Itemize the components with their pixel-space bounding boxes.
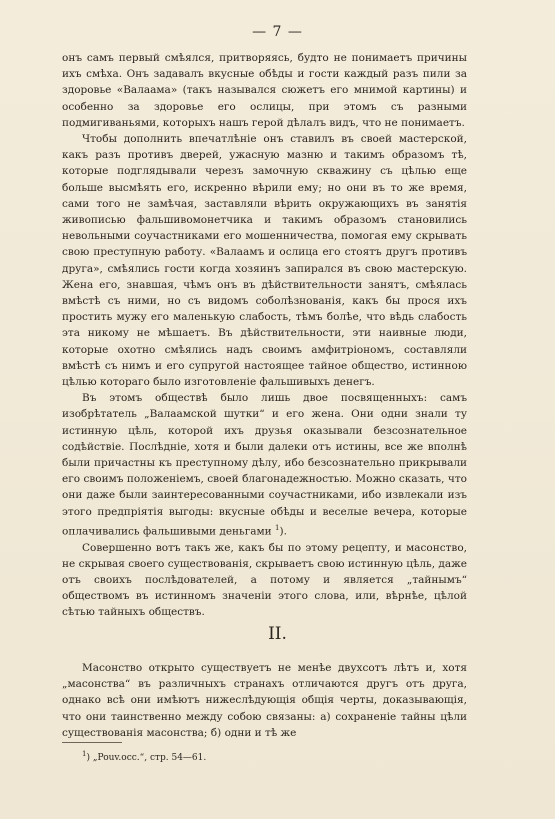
footnote-mark: 1 — [82, 750, 87, 758]
footnote-divider — [62, 742, 122, 743]
footnote-text: ) „Pouv.occ.“, стр. 54—61. — [86, 753, 207, 763]
paragraph: Совершенно вотъ такъ же, какъ бы по этому рецепту, и масонство, не скрывая своего существованія, скрываетъ свою истинную цѣль, даже отъ своихъ послѣдователей, а потому и является „тайнымъ“ обществомъ въ истинномъ значеніи этого слова, или, вѣрнѣе, цѣлой сѣтью тайныхъ обществъ. — [62, 541, 467, 619]
paragraph-text: Въ этомъ обществѣ было лишь двое посвященныхъ: самъ изобрѣтатель „Валаамской шутки“ и его жена. Они одни знали ту истинную цѣль, которой ихъ друзья оказывали безсознательное содѣйствіе. Послѣдніе, хотя и были далеки отъ истины, все же вполнѣ были причастны къ преступному дѣлу, ибо безсознательно прикрывали его своимъ положеніемъ, своей благонадежностью. Можно сказать, что они даже были заинтересованными соучастниками, ибо извлекали изъ этого предпріятія выгоды: вкусные обѣды и веселые вечера, которые оплачивались фальшивыми деньгами — [62, 392, 467, 538]
page-number: — 7 — — [252, 24, 303, 40]
paragraph: онъ самъ первый смѣялся, притворяясь, будто не понимаетъ причины ихъ смѣха. Онъ задавалъ вкусные обѣды и гости каждый разъ пили за здоровье «Валаама» (такъ назывался сюжетъ его мнимой картины) и особенно за здоровье его ослицы, при этомъ съ разными подмигиваньями, которыхъ нашъ герой дѣлалъ видъ, что не понимаетъ. — [62, 52, 467, 129]
footnote — [82, 748, 206, 764]
paragraph: Въ этомъ обществѣ было лишь двое посвященныхъ: самъ изобрѣтатель „Валаамской шутки“ и его жена. Они одни знали ту истинную цѣль, которой ихъ друзья оказывали безсознательное содѣйствіе. Послѣдніе, хотя и были далеки отъ истины, все же вполнѣ были причастны къ преступному дѣлу, ибо безсознательно прикрывали его своимъ положеніемъ, своей благонадежностью. Можно сказать, что они даже были заинтересованными соучастниками, ибо извлекали изъ этого предпріятія выгоды: вкусные обѣды и веселые вечера, которые оплачивались фальшивыми деньгами $^1$). — [62, 392, 467, 538]
footnote-reference: 1 — [275, 523, 280, 532]
paragraph: Масонство открыто существуетъ не менѣе двухсотъ лѣтъ и, хотя „масонства“ въ различныхъ странахъ отличаются другъ отъ друга, однако всѣ они имѣютъ нижеслѣдующія общія черты, доказывающія, что они таинственно между собою связаны: а) сохраненіе тайны цѣли существованія масонства; б) одни и тѣ же — [62, 662, 467, 739]
body-text-block — [62, 50, 467, 621]
body-text-block — [62, 660, 467, 741]
chapter-heading: II. — [268, 624, 287, 644]
paragraph: Чтобы дополнить впечатлѣніе онъ ставилъ въ своей мастерской, какъ разъ противъ дверей, ужасную мазню и такимъ образомъ тѣ, которые подглядывали черезъ замочную скважину съ цѣлью еще больше высмѣять его, искренно вѣрили ему; но они въ то же время, сами того не замѣчая, заставляли вѣрить окружающихъ въ занятія живописью фальшивомонетчика и такимъ образомъ становились невольными соучастниками его мошенничества, помогая ему скрывать свою преступную работу. «Валаамъ и ослица его стоятъ другъ противъ друга», смѣялись гости когда хозяинъ запирался въ свою мастерскую. Жена его, знавшая, чѣмъ онъ въ дѣйствительности занятъ, смѣялась вмѣстѣ съ ними, но съ видомъ соболѣзнованія, какъ бы прося ихъ простить мужу его маленькую слабость, тѣмъ болѣе, что вѣдь слабость эта никому не мѣшаетъ. Въ дѣйствительности, эти наивные люди, которые охотно смѣялись надъ своимъ амфитріономъ, составляли вмѣстѣ съ нимъ и его супругой настоящее тайное общество, истинною цѣлью котораго было изготовленіе фальшивыхъ денегъ. — [62, 133, 467, 389]
